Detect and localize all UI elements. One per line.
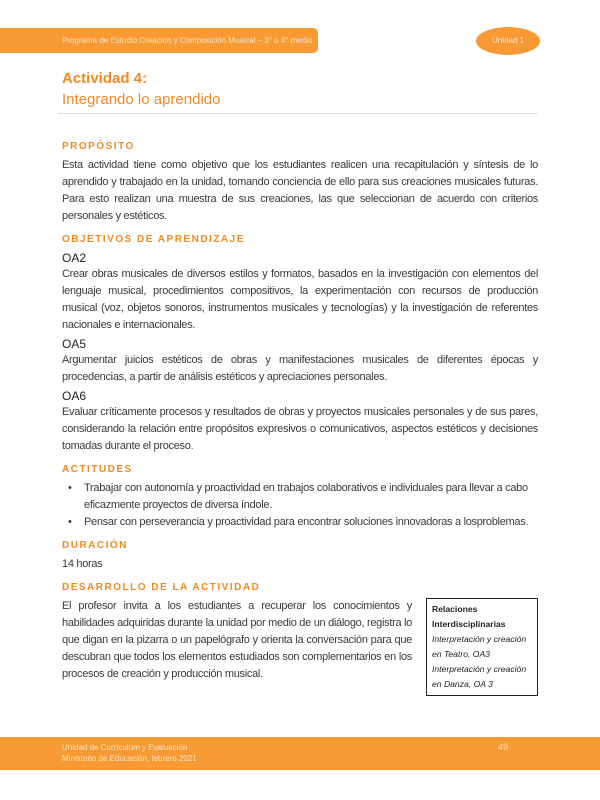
activity-subtitle: Integrando lo aprendido <box>62 91 221 108</box>
duracion-text: 14 horas <box>62 558 103 570</box>
desarrollo-heading: DESARROLLO DE LA ACTIVIDAD <box>62 582 261 593</box>
oa-text: Argumentar juicios estéticos de obras y manifestaciones musicales de diferentes épocas y procedencias, a partir de análisis estéticos y apreciaciones personales. <box>62 354 538 383</box>
header-program-bar <box>0 28 318 53</box>
oa-code: OA2 <box>62 251 87 265</box>
program-title: Programa de Estudio Creación y Composición Musical – 3° o 4° medio <box>62 36 313 45</box>
proposito-heading: PROPÓSITO <box>62 141 135 152</box>
relaciones-item: Interpretación y creación <box>432 664 527 674</box>
proposito-text: Esta actividad tiene como objetivo que los estudiantes realicen una recapitulación y síntesis de lo aprendido y trabajado en la unidad, tomando conciencia de ello para sus creaciones musicales futuras. Para esto realizan una muestra de sus creaciones, las que seleccionan de acuerdo con criterios personales y estéticos. <box>62 159 538 222</box>
oa-code: OA6 <box>62 389 87 403</box>
unit-badge: Unidad 1 <box>476 27 540 55</box>
page-number: 49 <box>498 742 509 752</box>
footer-bar <box>0 737 600 770</box>
main-content <box>62 140 538 696</box>
relaciones-item: Interpretación y creación <box>432 634 527 644</box>
objetivos-heading: OBJETIVOS DE APRENDIZAJE <box>62 234 245 245</box>
list-item: • Trabajar con autonomía y proactividad en trabajos colaborativos e individuales para llevar a cabo eficazmente proyectos de diversa índole. <box>62 480 538 514</box>
relaciones-item: en Danza, OA 3 <box>432 679 493 689</box>
list-item: • Pensar con perseverancia y proactividad para encontrar soluciones innovadoras a losproblemas. <box>62 514 538 531</box>
actitudes-heading: ACTITUDES <box>62 464 133 475</box>
divider <box>58 113 538 114</box>
relaciones-title: Interdisciplinarias <box>432 619 506 629</box>
desarrollo-text: El profesor invita a los estudiantes a recuperar los conocimientos y habilidades adquiridas durante la unidad por medio de un diálogo, registra lo que digan en la pizarra o un papelógrafo y orienta la conversación para que descubran que todos los elementos estudiados son complementarios en los procesos de creación y producción musical. <box>62 600 412 680</box>
activity-title: Actividad 4: <box>62 70 148 87</box>
oa-text: Evaluar críticamente procesos y resultados de obras y proyectos musicales personales y de sus pares, considerando la relación entre propósitos expresivos o comunicativos, aspectos estéticos y decisiones tomadas durante el proceso. <box>62 406 538 452</box>
footer-line: Ministerio de Educación, febrero 2021 <box>62 754 197 763</box>
oa-text: Crear obras musicales de diversos estilos y formatos, basados en la investigación con elementos del lenguaje musical, procedimientos compositivos, la experimentación con recursos de producción musical (voz, objetos sonoros, instrumentos musicales y tecnologías) y la investigación de referentes nacionales e internacionales. <box>62 268 538 331</box>
desarrollo-row <box>62 598 538 696</box>
relaciones-item: en Teatro, OA3 <box>432 649 490 659</box>
actitudes-list <box>62 480 538 531</box>
relaciones-title: Relaciones <box>432 604 478 614</box>
duracion-heading: DURACIÓN <box>62 540 128 551</box>
oa-code: OA5 <box>62 337 87 351</box>
relaciones-box <box>426 598 538 696</box>
footer-line: Unidad de Currículum y Evaluación <box>62 743 188 752</box>
